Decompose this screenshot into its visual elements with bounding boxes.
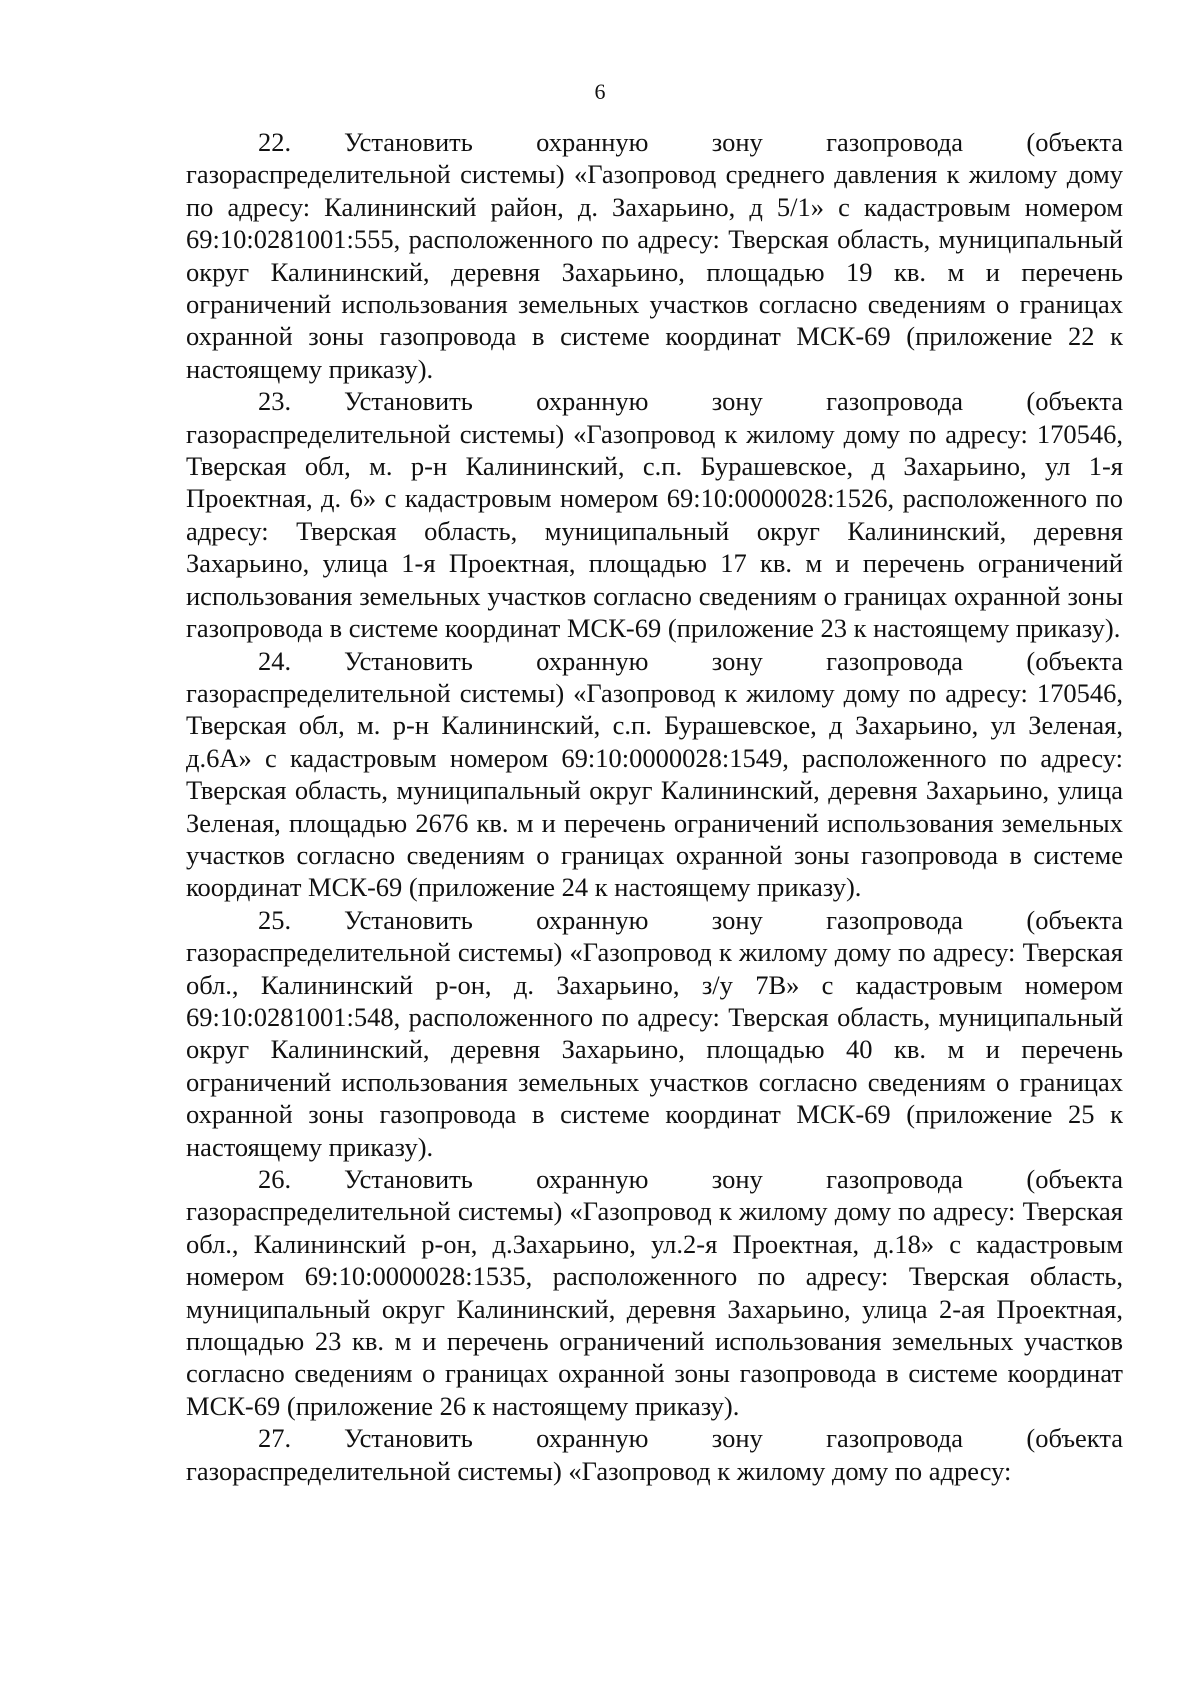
document-body bbox=[186, 126, 1123, 1487]
paragraph-number: 23. bbox=[258, 386, 292, 417]
paragraph-number: 22. bbox=[258, 127, 292, 157]
paragraph-text: Установить охранную зону газопровода (объекта газораспределительной системы) «Газопровод к жилому дому по адресу: Тверская обл., Калининский р-он, д. Захарьино, з/у 7В» с кадастровым номером 69:10:0281001:548, расположенного по адресу: Тверская область, муниципальный округ Калининский, деревня Захарьино, площадью 40 кв. м и перечень ограничений использования земельных участков согласно сведениям о границах охранной зоны газопровода в системе координат МСК-69 (приложение 25 к настоящему приказу). bbox=[186, 904, 1123, 1162]
paragraph-27 bbox=[186, 1422, 1123, 1487]
paragraph-25 bbox=[186, 904, 1123, 1163]
paragraph-number: 25. bbox=[258, 904, 292, 935]
paragraph-number: 24. bbox=[258, 645, 292, 676]
paragraph-text: Установить охранную зону газопровода (объекта газораспределительной системы) «Газопровод к жилому дому по адресу: Тверская обл., Калининский р-он, д.Захарьино, ул.2-я Проектная, д.18» с кадастровым номером 69:10:0000028:1535, расположенного по адресу: Тверская область, муниципальный округ Калининский, деревня Захарьино, улица 2-ая Проектная, площадью 23 кв. м и перечень ограничений использования земельных участков согласно сведениям о границах охранной зоны газопровода в системе координат МСК-69 (приложение 26 к настоящему приказу). bbox=[186, 1164, 1123, 1421]
paragraph-text: Установить охранную зону газопровода (объекта газораспределительной системы) «Газопровод к жилому дому по адресу: bbox=[186, 1423, 1123, 1486]
paragraph-text: Установить охранную зону газопровода (объекта газораспределительной системы) «Газопровод среднего давления к жилому дому по адресу: Калининский район, д. Захарьино, д 5/1» с кадастровым номером 69:10:0281001:555, расположенного по адресу: Тверская область, муниципальный округ Калининский, деревня Захарьино, площадью 19 кв. м и перечень ограничений использования земельных участков согласно сведениям о границах охранной зоны газопровода в системе координат МСК-69 (приложение 22 к настоящему приказу). bbox=[186, 127, 1123, 384]
paragraph-text: Установить охранную зону газопровода (объекта газораспределительной системы) «Газопровод к жилому дому по адресу: 170546, Тверская обл, м. р-н Калининский, с.п. Бурашевское, д Захарьино, ул 1-я Проектная, д. 6» с кадастровым номером 69:10:0000028:1526, расположенного по адресу: Тверская область, муниципальный округ Калининский, деревня Захарьино, улица 1-я Проектная, площадью 17 кв. м и перечень ограничений использования земельных участков согласно сведениям о границах охранной зоны газопровода в системе координат МСК-69 (приложение 23 к настоящему приказу). bbox=[186, 386, 1123, 644]
paragraph-26 bbox=[186, 1163, 1123, 1422]
paragraph-23 bbox=[186, 385, 1123, 644]
paragraph-number: 27. bbox=[258, 1423, 292, 1454]
paragraph-24 bbox=[186, 645, 1123, 904]
page-number: 6 bbox=[594, 79, 606, 104]
paragraph-number: 26. bbox=[258, 1164, 292, 1194]
paragraph-22 bbox=[186, 126, 1123, 385]
paragraph-text: Установить охранную зону газопровода (объекта газораспределительной системы) «Газопровод к жилому дому по адресу: 170546, Тверская обл, м. р-н Калининский, с.п. Бурашевское, д Захарьино, ул Зеленая, д.6А» с кадастровым номером 69:10:0000028:1549, расположенного по адресу: Тверская область, муниципальный округ Калининский, деревня Захарьино, улица Зеленая, площадью 2676 кв. м и перечень ограничений использования земельных участков согласно сведениям о границах охранной зоны газопровода в системе координат МСК-69 (приложение 24 к настоящему приказу). bbox=[186, 645, 1123, 903]
